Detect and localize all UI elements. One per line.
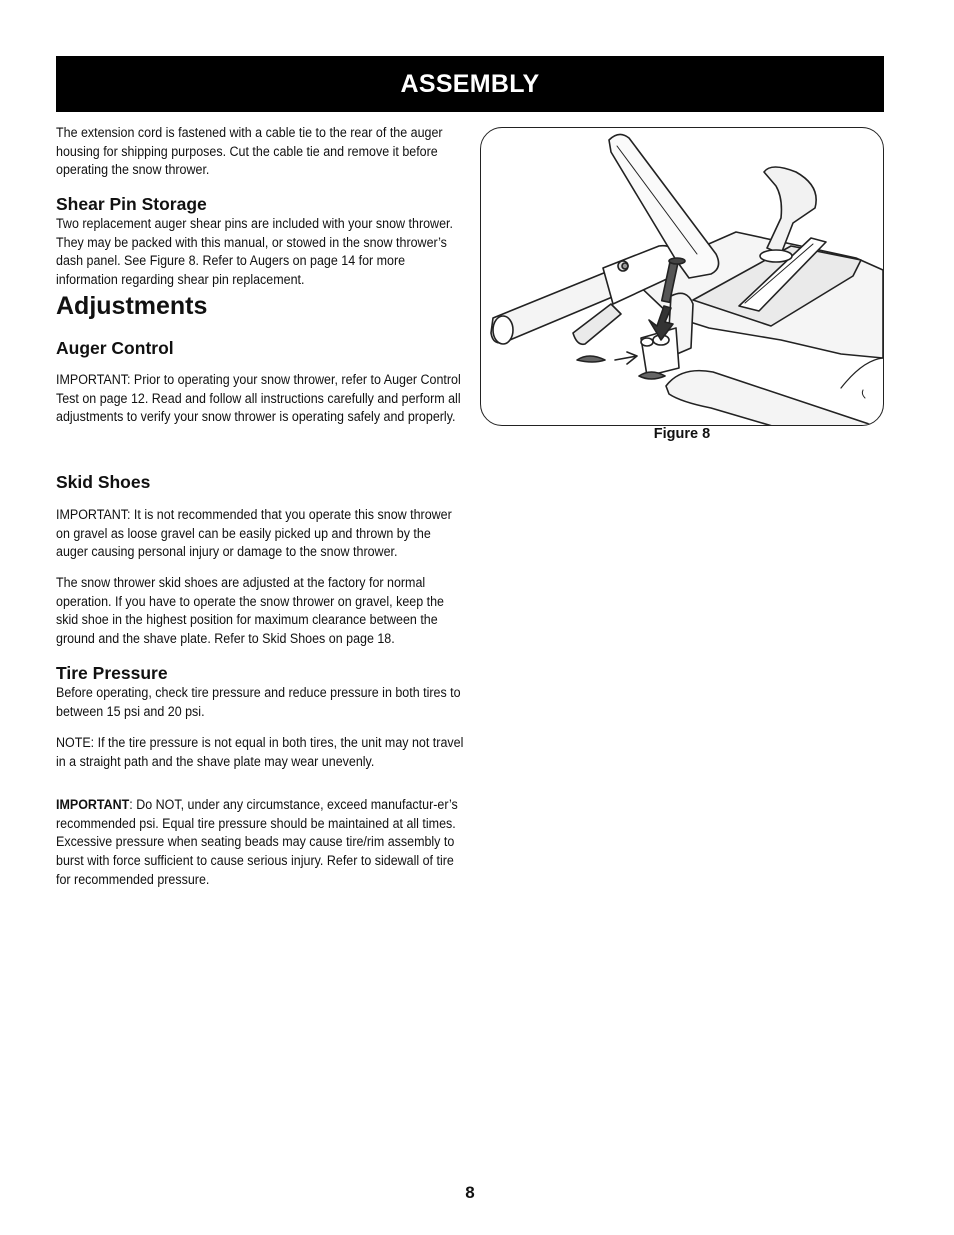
tire-pressure-note: NOTE: If the tire pressure is not equal in both tires, the unit may not travel in a straight path and the shave plate may wear unevenly. [56, 735, 464, 770]
skid-shoes-paragraph-1: IMPORTANT: It is not recommended that you operate this snow thrower on gravel as loose gravel can be easily picked up and thrown by the auger causing personal injury or damage to the snow thrower. [56, 507, 452, 561]
section-banner [56, 56, 884, 112]
skid-shoes-heading: Skid Shoes [56, 472, 151, 492]
important-label: IMPORTANT [56, 797, 130, 813]
shear-pin-paragraph: Two replacement auger shear pins are included with your snow thrower. They may be packed with this manual, or stowed in the snow thrower’s dash panel. See Figure 8. Refer to Augers on page 14 for more information regarding shear pin replacement. [56, 216, 453, 289]
tire-pressure-paragraph-1: Before operating, check tire pressure and reduce pressure in both tires to between 15 psi and 20 psi. [56, 685, 461, 720]
tire-pressure-important [56, 796, 464, 890]
snow-thrower-dash-illustration [481, 128, 883, 425]
skid-shoes-paragraph-2: The snow thrower skid shoes are adjusted at the factory for normal operation. If you have to operate the snow thrower on gravel, keep the skid shoe in the highest position for maximum clearance between the ground and the shave plate. Refer to Skid Shoes on page 18. [56, 575, 444, 648]
auger-control-heading: Auger Control [56, 338, 174, 358]
page-number: 8 [465, 1183, 475, 1202]
figure-caption: Figure 8 [653, 426, 711, 442]
figure-8-illustration [480, 127, 884, 426]
tire-pressure-heading: Tire Pressure [56, 663, 168, 683]
section-title: ASSEMBLY [400, 69, 540, 98]
adjustments-heading: Adjustments [56, 292, 208, 320]
important-body: : Do NOT, under any circumstance, exceed manufactur-er’s recommended psi. Equal tire pressure should be maintained at all times. Excessive pressure when seating beads may cause tire/rim assembly to burst with force sufficient to cause serious injury. Refer to sidewall of tire for recommended pressure. [56, 797, 458, 888]
auger-control-paragraph: IMPORTANT: Prior to operating your snow thrower, refer to Auger Control Test on page 12. Read and follow all instructions carefully and perform all adjustments to verify your snow thrower is operating safely and properly. [56, 372, 461, 426]
shear-pin-heading: Shear Pin Storage [56, 194, 207, 214]
intro-paragraph: The extension cord is fastened with a cable tie to the rear of the auger housing for shipping purposes. Cut the cable tie and remove it before operating the snow thrower. [56, 125, 443, 179]
